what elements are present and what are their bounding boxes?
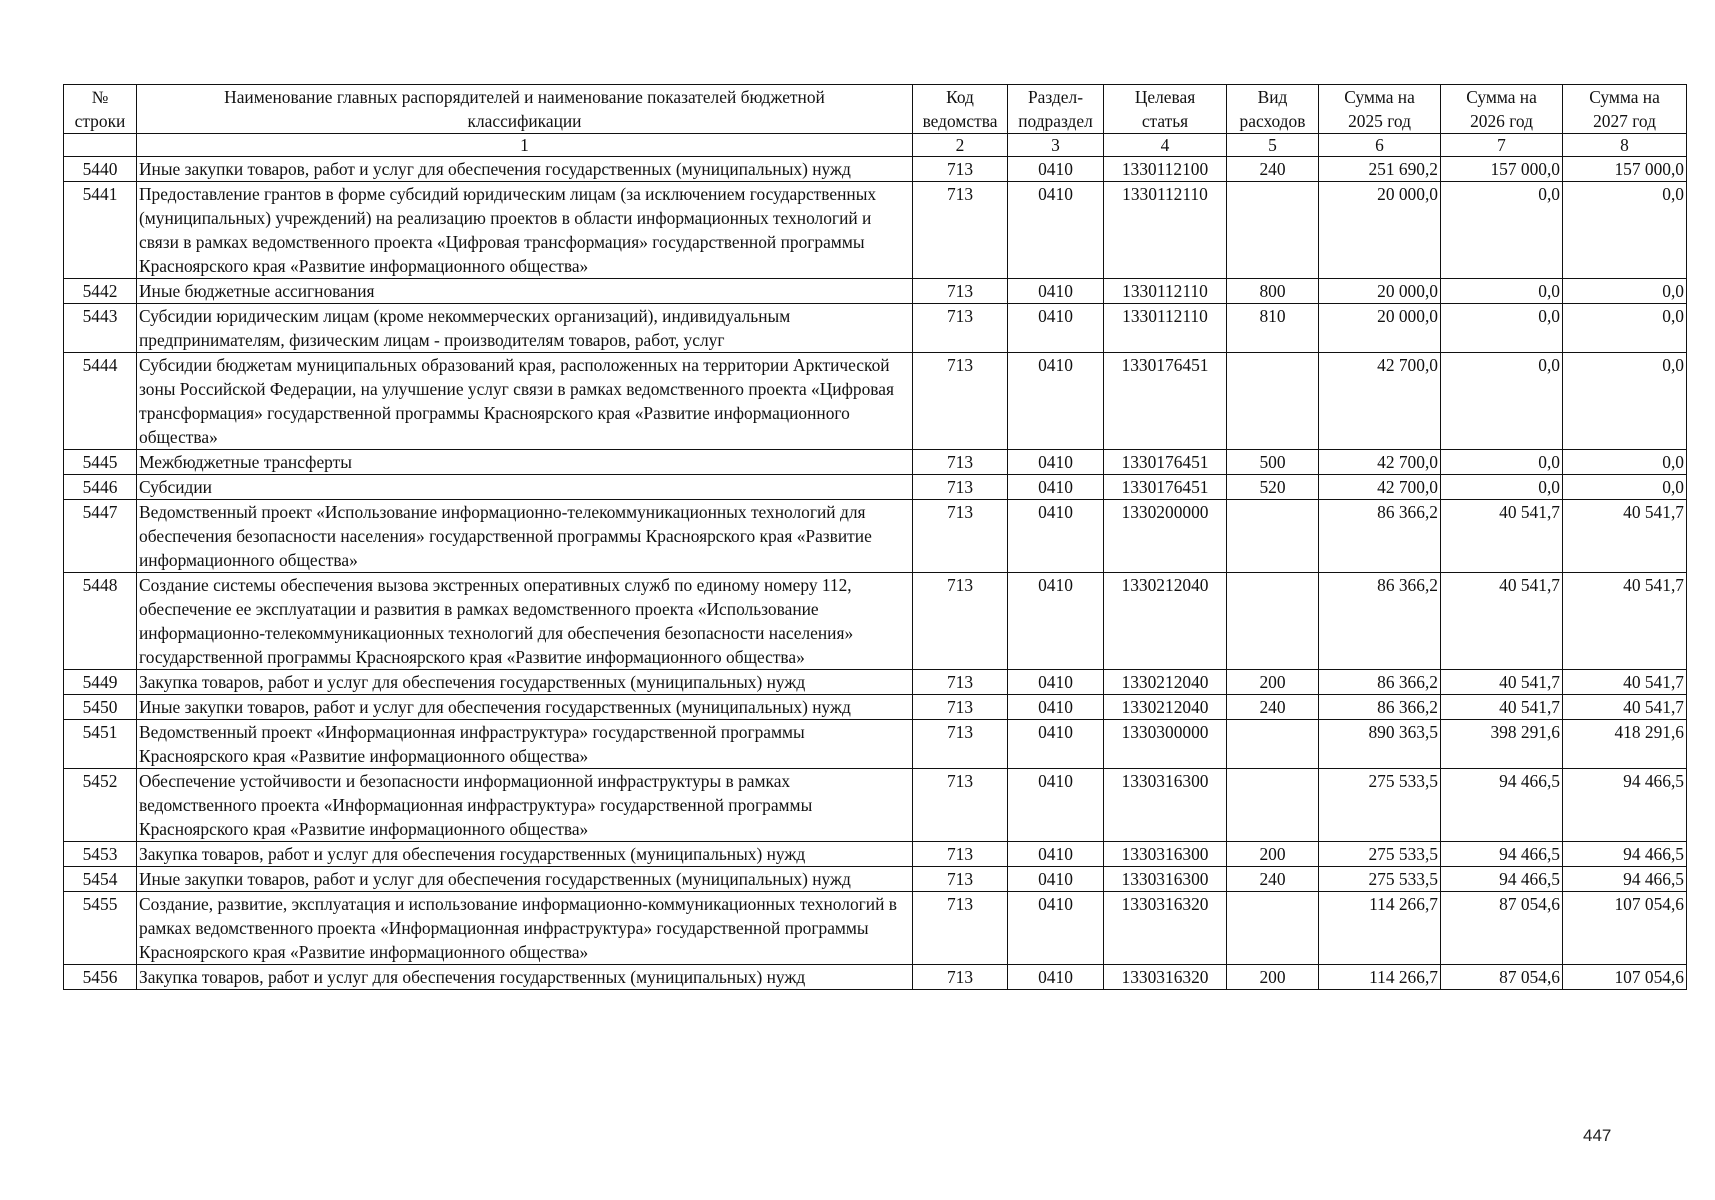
table-header	[64, 85, 1687, 157]
row-ved-cell: 713	[913, 304, 1008, 353]
row-ved-cell: 713	[913, 867, 1008, 892]
row-sum-2025-cell: 114 266,7	[1319, 892, 1441, 965]
row-name-cell: Предоставление грантов в форме субсидий юридическим лицам (за исключением государственных (муниципальных) учреждений) на реализацию проектов в области информационных технологий и связи в рамках ведомственного проекта «Цифровая трансформация» государственной программы Красноярского края «Развитие информационного общества»	[137, 182, 913, 279]
table-row	[64, 475, 1687, 500]
row-sum-2025-cell: 275 533,5	[1319, 867, 1441, 892]
row-sum-2025-cell: 114 266,7	[1319, 965, 1441, 990]
row-sum-2027-cell: 0,0	[1563, 182, 1687, 279]
row-sum-2027-cell: 107 054,6	[1563, 892, 1687, 965]
row-vid-cell: 200	[1227, 965, 1319, 990]
row-sum-2027-cell: 0,0	[1563, 475, 1687, 500]
row-cel-cell: 1330300000	[1104, 720, 1227, 769]
row-sum-2025-cell: 20 000,0	[1319, 304, 1441, 353]
row-sum-2027-cell: 40 541,7	[1563, 670, 1687, 695]
column-number-cell: 4	[1104, 134, 1227, 157]
row-sum-2027-cell: 40 541,7	[1563, 500, 1687, 573]
row-name-cell: Создание системы обеспечения вызова экстренных оперативных служб по единому номеру 112, обеспечение ее эксплуатации и развития в рамках ведомственного проекта «Использование информационно-телекоммуникационных технологий для обеспечения безопасности населения» государственной программы Красноярского края «Развитие информационного общества»	[137, 573, 913, 670]
row-cel-cell: 1330112110	[1104, 182, 1227, 279]
row-razdel-cell: 0410	[1008, 573, 1104, 670]
row-sum-2025-cell: 42 700,0	[1319, 475, 1441, 500]
row-cel-cell: 1330176451	[1104, 450, 1227, 475]
row-ved-cell: 713	[913, 670, 1008, 695]
row-name-cell: Иные бюджетные ассигнования	[137, 279, 913, 304]
row-vid-cell	[1227, 182, 1319, 279]
table-row	[64, 353, 1687, 450]
row-ved-cell: 713	[913, 720, 1008, 769]
row-razdel-cell: 0410	[1008, 842, 1104, 867]
row-name-cell: Ведомственный проект «Информационная инфраструктура» государственной программы Красноярского края «Развитие информационного общества»	[137, 720, 913, 769]
row-sum-2027-cell: 107 054,6	[1563, 965, 1687, 990]
column-number-row	[64, 134, 1687, 157]
row-name-cell: Субсидии	[137, 475, 913, 500]
row-sum-2027-cell: 94 466,5	[1563, 769, 1687, 842]
row-sum-2026-cell: 94 466,5	[1441, 842, 1563, 867]
table-body	[64, 157, 1687, 990]
row-sum-2025-cell: 86 366,2	[1319, 695, 1441, 720]
row-ved-cell: 713	[913, 353, 1008, 450]
table-row	[64, 695, 1687, 720]
row-cel-cell: 1330316300	[1104, 867, 1227, 892]
row-name-cell: Субсидии бюджетам муниципальных образований края, расположенных на территории Арктической зоны Российской Федерации, на улучшение услуг связи в рамках ведомственного проекта «Цифровая трансформация» государственной программы Красноярского края «Развитие информационного общества»	[137, 353, 913, 450]
table-row	[64, 720, 1687, 769]
row-cel-cell: 1330112100	[1104, 157, 1227, 182]
row-number-cell: 5444	[64, 353, 137, 450]
header-cell-num: № строки	[64, 85, 137, 134]
column-number-cell: 2	[913, 134, 1008, 157]
column-number-cell: 7	[1441, 134, 1563, 157]
row-vid-cell: 520	[1227, 475, 1319, 500]
table-row	[64, 304, 1687, 353]
row-sum-2026-cell: 157 000,0	[1441, 157, 1563, 182]
table-row	[64, 157, 1687, 182]
row-number-cell: 5445	[64, 450, 137, 475]
row-vid-cell	[1227, 769, 1319, 842]
row-vid-cell: 810	[1227, 304, 1319, 353]
row-sum-2027-cell: 94 466,5	[1563, 842, 1687, 867]
table-row	[64, 867, 1687, 892]
row-name-cell: Создание, развитие, эксплуатация и использование информационно-коммуникационных технологий в рамках ведомственного проекта «Информационная инфраструктура» государственной программы Красноярского края «Развитие информационного общества»	[137, 892, 913, 965]
column-number-cell: 1	[137, 134, 913, 157]
row-cel-cell: 1330212040	[1104, 695, 1227, 720]
row-sum-2025-cell: 251 690,2	[1319, 157, 1441, 182]
row-ved-cell: 713	[913, 965, 1008, 990]
row-sum-2027-cell: 157 000,0	[1563, 157, 1687, 182]
row-sum-2026-cell: 40 541,7	[1441, 695, 1563, 720]
row-cel-cell: 1330112110	[1104, 279, 1227, 304]
row-vid-cell	[1227, 353, 1319, 450]
table-row	[64, 842, 1687, 867]
page-number: 447	[1583, 1126, 1612, 1145]
header-cell-name: Наименование главных распорядителей и наименование показателей бюджетной классификации	[137, 85, 913, 134]
row-name-cell: Межбюджетные трансферты	[137, 450, 913, 475]
row-vid-cell: 500	[1227, 450, 1319, 475]
row-razdel-cell: 0410	[1008, 475, 1104, 500]
row-ved-cell: 713	[913, 279, 1008, 304]
table-row	[64, 279, 1687, 304]
row-razdel-cell: 0410	[1008, 353, 1104, 450]
row-sum-2025-cell: 86 366,2	[1319, 670, 1441, 695]
row-razdel-cell: 0410	[1008, 450, 1104, 475]
row-vid-cell: 240	[1227, 695, 1319, 720]
row-sum-2026-cell: 0,0	[1441, 475, 1563, 500]
header-cell-s2026: Сумма на 2026 год	[1441, 85, 1563, 134]
row-sum-2025-cell: 86 366,2	[1319, 573, 1441, 670]
row-cel-cell: 1330316300	[1104, 769, 1227, 842]
row-vid-cell: 200	[1227, 842, 1319, 867]
row-name-cell: Закупка товаров, работ и услуг для обеспечения государственных (муниципальных) нужд	[137, 842, 913, 867]
row-number-cell: 5447	[64, 500, 137, 573]
row-ved-cell: 713	[913, 475, 1008, 500]
row-sum-2026-cell: 0,0	[1441, 450, 1563, 475]
table-row	[64, 500, 1687, 573]
row-sum-2025-cell: 275 533,5	[1319, 842, 1441, 867]
row-number-cell: 5452	[64, 769, 137, 842]
row-ved-cell: 713	[913, 892, 1008, 965]
row-number-cell: 5449	[64, 670, 137, 695]
row-sum-2026-cell: 94 466,5	[1441, 867, 1563, 892]
row-sum-2026-cell: 40 541,7	[1441, 670, 1563, 695]
row-sum-2025-cell: 20 000,0	[1319, 182, 1441, 279]
header-cell-razdel: Раздел- подраздел	[1008, 85, 1104, 134]
row-name-cell: Субсидии юридическим лицам (кроме некоммерческих организаций), индивидуальным предпринимателям, физическим лицам - производителям товаров, работ, услуг	[137, 304, 913, 353]
row-sum-2026-cell: 94 466,5	[1441, 769, 1563, 842]
row-name-cell: Иные закупки товаров, работ и услуг для обеспечения государственных (муниципальных) нужд	[137, 157, 913, 182]
row-razdel-cell: 0410	[1008, 304, 1104, 353]
row-cel-cell: 1330316320	[1104, 892, 1227, 965]
row-vid-cell: 200	[1227, 670, 1319, 695]
row-name-cell: Иные закупки товаров, работ и услуг для обеспечения государственных (муниципальных) нужд	[137, 867, 913, 892]
row-vid-cell	[1227, 500, 1319, 573]
row-sum-2026-cell: 0,0	[1441, 353, 1563, 450]
table-row	[64, 769, 1687, 842]
column-number-cell: 8	[1563, 134, 1687, 157]
table-row	[64, 670, 1687, 695]
row-number-cell: 5440	[64, 157, 137, 182]
row-sum-2027-cell: 0,0	[1563, 450, 1687, 475]
row-razdel-cell: 0410	[1008, 695, 1104, 720]
table-row	[64, 450, 1687, 475]
header-cell-vid: Вид расходов	[1227, 85, 1319, 134]
row-number-cell: 5453	[64, 842, 137, 867]
column-number-cell	[64, 134, 137, 157]
header-cell-s2025: Сумма на 2025 год	[1319, 85, 1441, 134]
row-number-cell: 5446	[64, 475, 137, 500]
row-number-cell: 5455	[64, 892, 137, 965]
row-ved-cell: 713	[913, 500, 1008, 573]
row-name-cell: Обеспечение устойчивости и безопасности информационной инфраструктуры в рамках ведомственного проекта «Информационная инфраструктура» государственной программы Красноярского края «Развитие информационного общества»	[137, 769, 913, 842]
column-number-cell: 3	[1008, 134, 1104, 157]
column-number-cell: 6	[1319, 134, 1441, 157]
row-number-cell: 5443	[64, 304, 137, 353]
row-ved-cell: 713	[913, 450, 1008, 475]
row-number-cell: 5441	[64, 182, 137, 279]
row-sum-2027-cell: 0,0	[1563, 279, 1687, 304]
row-cel-cell: 1330212040	[1104, 573, 1227, 670]
row-name-cell: Закупка товаров, работ и услуг для обеспечения государственных (муниципальных) нужд	[137, 965, 913, 990]
row-vid-cell	[1227, 720, 1319, 769]
row-ved-cell: 713	[913, 157, 1008, 182]
row-cel-cell: 1330176451	[1104, 475, 1227, 500]
row-sum-2026-cell: 87 054,6	[1441, 892, 1563, 965]
row-cel-cell: 1330212040	[1104, 670, 1227, 695]
row-cel-cell: 1330176451	[1104, 353, 1227, 450]
row-sum-2027-cell: 0,0	[1563, 353, 1687, 450]
row-sum-2027-cell: 0,0	[1563, 304, 1687, 353]
row-razdel-cell: 0410	[1008, 670, 1104, 695]
row-sum-2025-cell: 86 366,2	[1319, 500, 1441, 573]
header-cell-s2027: Сумма на 2027 год	[1563, 85, 1687, 134]
row-cel-cell: 1330316300	[1104, 842, 1227, 867]
header-cell-cel: Целевая статья	[1104, 85, 1227, 134]
row-sum-2025-cell: 275 533,5	[1319, 769, 1441, 842]
row-razdel-cell: 0410	[1008, 965, 1104, 990]
budget-table	[63, 84, 1687, 990]
budget-table-wrapper	[63, 84, 1687, 990]
row-sum-2026-cell: 0,0	[1441, 304, 1563, 353]
row-name-cell: Закупка товаров, работ и услуг для обеспечения государственных (муниципальных) нужд	[137, 670, 913, 695]
row-vid-cell: 800	[1227, 279, 1319, 304]
row-sum-2027-cell: 418 291,6	[1563, 720, 1687, 769]
row-razdel-cell: 0410	[1008, 867, 1104, 892]
row-sum-2026-cell: 40 541,7	[1441, 500, 1563, 573]
row-sum-2026-cell: 87 054,6	[1441, 965, 1563, 990]
column-number-cell: 5	[1227, 134, 1319, 157]
row-sum-2025-cell: 20 000,0	[1319, 279, 1441, 304]
table-row	[64, 573, 1687, 670]
row-sum-2027-cell: 40 541,7	[1563, 573, 1687, 670]
row-sum-2025-cell: 890 363,5	[1319, 720, 1441, 769]
row-number-cell: 5450	[64, 695, 137, 720]
row-name-cell: Иные закупки товаров, работ и услуг для обеспечения государственных (муниципальных) нужд	[137, 695, 913, 720]
row-sum-2026-cell: 398 291,6	[1441, 720, 1563, 769]
row-number-cell: 5442	[64, 279, 137, 304]
row-razdel-cell: 0410	[1008, 769, 1104, 842]
row-cel-cell: 1330200000	[1104, 500, 1227, 573]
row-number-cell: 5451	[64, 720, 137, 769]
row-razdel-cell: 0410	[1008, 157, 1104, 182]
row-razdel-cell: 0410	[1008, 892, 1104, 965]
row-razdel-cell: 0410	[1008, 500, 1104, 573]
table-row	[64, 965, 1687, 990]
row-number-cell: 5456	[64, 965, 137, 990]
row-cel-cell: 1330316320	[1104, 965, 1227, 990]
row-razdel-cell: 0410	[1008, 182, 1104, 279]
row-cel-cell: 1330112110	[1104, 304, 1227, 353]
row-vid-cell: 240	[1227, 867, 1319, 892]
row-ved-cell: 713	[913, 842, 1008, 867]
row-ved-cell: 713	[913, 573, 1008, 670]
row-razdel-cell: 0410	[1008, 720, 1104, 769]
row-number-cell: 5454	[64, 867, 137, 892]
row-sum-2026-cell: 0,0	[1441, 182, 1563, 279]
header-row	[64, 85, 1687, 134]
row-vid-cell	[1227, 573, 1319, 670]
table-row	[64, 182, 1687, 279]
row-sum-2025-cell: 42 700,0	[1319, 353, 1441, 450]
row-ved-cell: 713	[913, 769, 1008, 842]
row-ved-cell: 713	[913, 695, 1008, 720]
row-sum-2026-cell: 40 541,7	[1441, 573, 1563, 670]
header-cell-ved: Код ведомства	[913, 85, 1008, 134]
row-ved-cell: 713	[913, 182, 1008, 279]
row-vid-cell	[1227, 892, 1319, 965]
row-name-cell: Ведомственный проект «Использование информационно-телекоммуникационных технологий для обеспечения безопасности населения» государственной программы Красноярского края «Развитие информационного общества»	[137, 500, 913, 573]
table-row	[64, 892, 1687, 965]
row-sum-2026-cell: 0,0	[1441, 279, 1563, 304]
row-razdel-cell: 0410	[1008, 279, 1104, 304]
row-sum-2025-cell: 42 700,0	[1319, 450, 1441, 475]
row-sum-2027-cell: 40 541,7	[1563, 695, 1687, 720]
row-vid-cell: 240	[1227, 157, 1319, 182]
row-number-cell: 5448	[64, 573, 137, 670]
row-sum-2027-cell: 94 466,5	[1563, 867, 1687, 892]
